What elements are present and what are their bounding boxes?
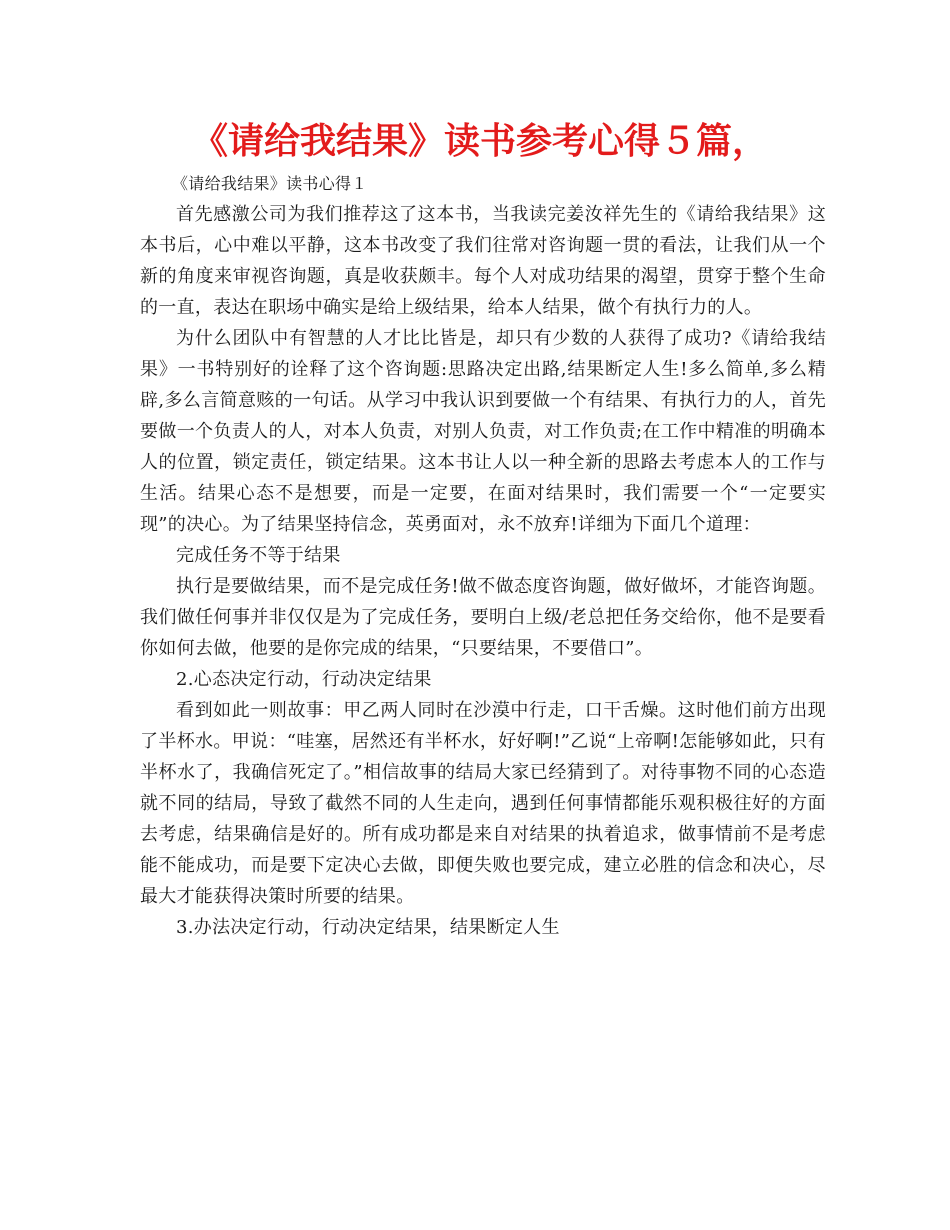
paragraph: 看到如此一则故事：甲乙两人同时在沙漠中行走，口干舌燥。这时他们前方出现了半杯水。甲说：“哇塞，居然还有半杯水，好好啊!”乙说“上帝啊!怎能够如此，只有半杯水了，我确信死定了。”相信故事的结局大家已经猜到了。对待事物不同的心态造就不同的结局，导致了截然不同的人生走向，遇到任何事情都能乐观积极往好的方面去考虑，结果确信是好的。所有成功都是来自对结果的执着追求，做事情前不是考虑能不能成功，而是要下定决心去做，即便失败也要完成，建立必胜的信念和决心，尽最大才能获得决策时所要的结果。 [140,700,826,907]
document-body [140,168,826,943]
document-title: 《请给我结果》读书参考心得５篇， [191,121,768,162]
paragraph: 为什么团队中有智慧的人才比比皆是，却只有少数的人获得了成功?《请给我结果》一书特别好的诠释了这个咨询题:思路决定出路,结果断定人生!多么简单,多么精辟,多么言简意赅的一句话。从学习中我认识到要做一个有结果、有执行力的人，首先要做一个负责人的人，对本人负责，对别人负责，对工作负责;在工作中精准的明确本人的位置，锁定责任，锁定结果。这本书让人以一种全新的思路去考虑本人的工作与生活。结果心态不是想要，而是一定要，在面对结果时，我们需要一个“一定要实现”的决心。为了结果坚持信念，英勇面对，永不放弃!详细为下面几个道理： [140,328,826,535]
paragraph: 执行是要做结果，而不是完成任务!做不做态度咨询题，做好做坏，才能咨询题。我们做任何事并非仅仅是为了完成任务，要明白上级/老总把任务交给你，他不是要看你如何去做，他要的是你完成的结果，“只要结果，不要借口”。 [140,576,826,659]
section-heading: 完成任务不等于结果 [176,545,341,566]
section-heading: 2.心态决定行动，行动决定结果 [176,669,432,690]
paragraph: 首先感激公司为我们推荐这了这本书，当我读完姜汝祥先生的《请给我结果》这本书后，心中难以平静，这本书改变了我们往常对咨询题一贯的看法，让我们从一个新的角度来审视咨询题，真是收获颇丰。每个人对成功结果的渴望，贯穿于整个生命的一直，表达在职场中确实是给上级结果，给本人结果，做个有执行力的人。 [140,204,826,318]
document-subtitle: 《请给我结果》读书心得１ [172,174,368,193]
section-heading: 3.办法决定行动，行动决定结果，结果断定人生 [176,917,560,938]
